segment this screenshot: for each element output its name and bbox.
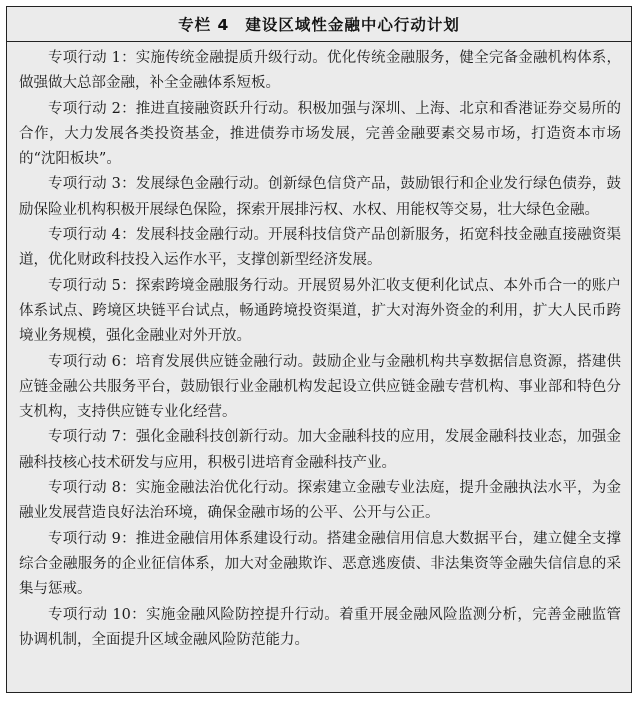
action-item-8: 专项行动 8：实施金融法治优化行动。探索建立金融专业法庭，提升金融执法水平，为金融业发展营造良好法治环境，确保金融市场的公平、公开与公正。	[19, 480, 621, 522]
action-item-3: 专项行动 3：发展绿色金融行动。创新绿色信贷产品，鼓励银行和企业发行绿色债券，鼓励保险业机构积极开展绿色保险，探索开展排污权、水权、用能权等交易，壮大绿色金融。	[19, 176, 621, 218]
column-title: 建设区域性金融中心行动计划	[245, 16, 460, 34]
action-item-4: 专项行动 4：发展科技金融行动。开展科技信贷产品创新服务，拓宽科技金融直接融资渠道，优化财政科技投入运作水平，支撑创新型经济发展。	[19, 227, 621, 269]
column-header	[7, 7, 631, 42]
action-item-5: 专项行动 5：探索跨境金融服务行动。开展贸易外汇收支便利化试点、本外币合一的账户体系试点、跨境区块链平台试点，畅通跨境投资渠道，扩大对海外资金的利用，扩大人民币跨境业务规模，强化金融业对外开放。	[19, 277, 621, 345]
action-item-6: 专项行动 6：培育发展供应链金融行动。鼓励企业与金融机构共享数据信息资源，搭建供应链金融公共服务平台，鼓励银行业金融机构发起设立供应链金融专营机构、事业部和特色分支机构，支持供应链专业化经营。	[19, 353, 621, 421]
action-item-2: 专项行动 2：推进直接融资跃升行动。积极加强与深圳、上海、北京和香港证券交易所的合作，大力发展各类投资基金，推进债券市场发展，完善金融要素交易市场，打造资本市场的“沈阳板块”。	[19, 100, 621, 168]
action-item-10: 专项行动 10：实施金融风险防控提升行动。着重开展金融风险监测分析，完善金融监管协调机制，全面提升区域金融风险防范能力。	[19, 606, 621, 648]
action-item-7: 专项行动 7：强化金融科技创新行动。加大金融科技的应用，发展金融科技业态，加强金融科技核心技术研发与应用，积极引进培育金融科技产业。	[19, 429, 621, 471]
column-label: 专栏 4	[178, 16, 230, 34]
action-list	[7, 42, 631, 653]
action-item-9: 专项行动 9：推进金融信用体系建设行动。搭建金融信用信息大数据平台，建立健全支撑综合金融服务的企业征信体系，加大对金融欺诈、恶意逃废债、非法集资等金融失信信息的采集与惩戒。	[19, 530, 621, 598]
action-item-1: 专项行动 1：实施传统金融提质升级行动。优化传统金融服务，健全完备金融机构体系，做强做大总部金融，补全金融体系短板。	[19, 50, 621, 92]
column-box	[6, 6, 632, 693]
